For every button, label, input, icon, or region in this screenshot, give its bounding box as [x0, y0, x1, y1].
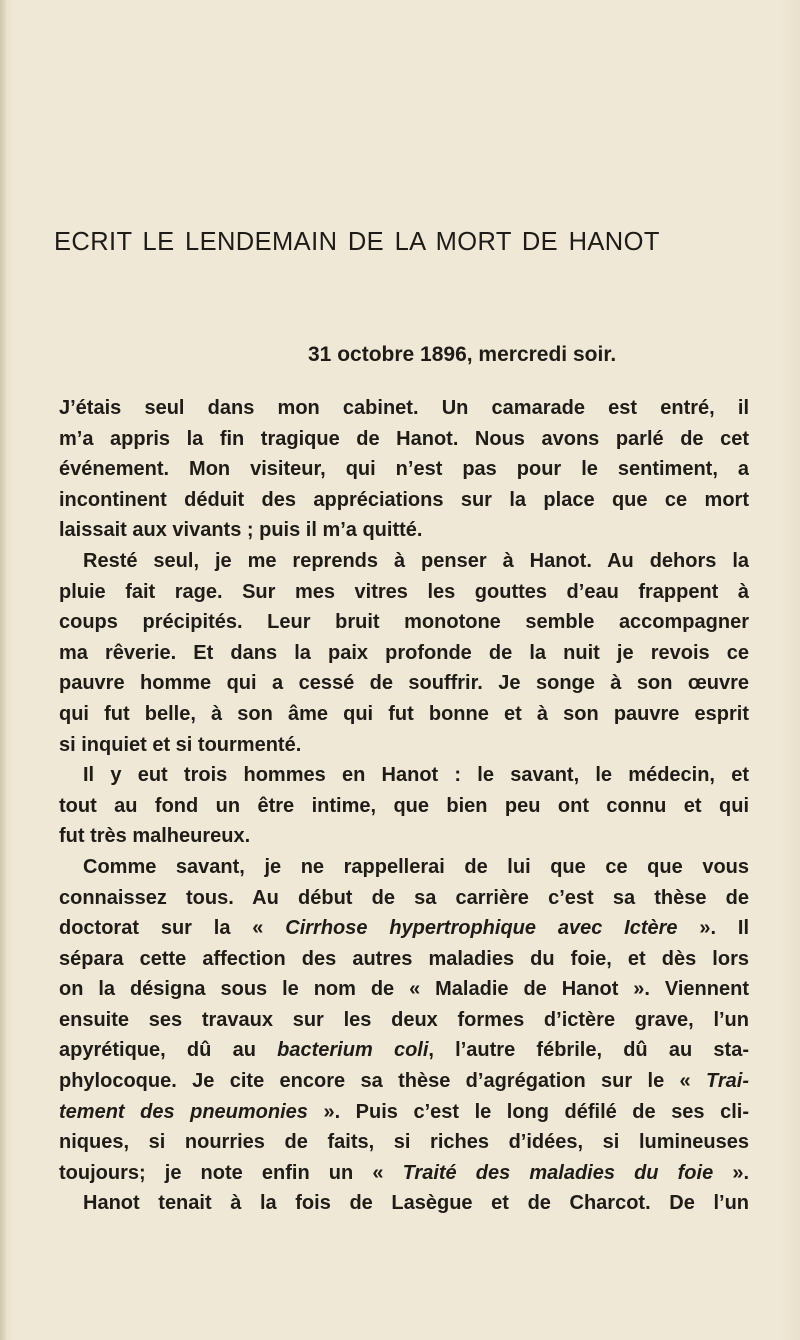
- text-line: [59, 699, 749, 730]
- text-line: [59, 1005, 749, 1036]
- text-segment: incontinent déduit des appréciations sur la place que ce mort: [59, 488, 749, 511]
- body-text: [59, 393, 749, 1219]
- text-line: [59, 1035, 749, 1066]
- text-segment: ». Puis c’est le long défilé de ses cli-: [307, 1100, 749, 1123]
- italic-title: Cirrhose hypertrophique avec Ictère: [285, 917, 678, 940]
- dateline: 31 octobre 1896, mercredi soir.: [308, 343, 617, 366]
- text-segment: tout au fond un être intime, que bien peu ont connu et qui: [59, 794, 749, 817]
- text-segment: pluie fait rage. Sur mes vitres les gouttes d’eau frappent à: [59, 580, 749, 603]
- text-segment: ma rêverie. Et dans la paix profonde de la nuit je revois ce: [59, 641, 749, 664]
- text-line: [59, 393, 749, 424]
- text-segment: Resté seul, je me reprends à penser à Hanot. Au dehors la: [83, 549, 749, 572]
- text-line: [59, 1188, 749, 1219]
- text-line: [59, 668, 749, 699]
- text-segment: phylocoque. Je cite encore sa thèse d’agrégation sur le «: [59, 1070, 707, 1093]
- text-segment: toujours; je note enfin un «: [59, 1161, 403, 1184]
- text-segment: ensuite ses travaux sur les deux formes d’ictère grave, l’un: [59, 1008, 749, 1031]
- text-segment: coups précipités. Leur bruit monotone semble accompagner: [59, 611, 749, 634]
- text-line: [59, 1066, 749, 1097]
- text-segment: pauvre homme qui a cessé de souffrir. Je songe à son œuvre: [59, 672, 749, 695]
- text-line: [59, 883, 749, 914]
- text-line: [59, 944, 749, 975]
- page-gutter-edge: [0, 0, 6, 1340]
- text-line: [59, 974, 749, 1005]
- text-segment: connaissez tous. Au début de sa carrière c’est sa thèse de: [59, 886, 749, 909]
- text-segment: ».: [713, 1161, 749, 1184]
- text-line: [59, 546, 749, 577]
- text-segment: si inquiet et si tourmenté.: [59, 733, 302, 756]
- text-segment: m’a appris la fin tragique de Hanot. Nous avons parlé de cet: [59, 427, 749, 450]
- text-segment: qui fut belle, à son âme qui fut bonne et à son pauvre esprit: [59, 702, 749, 725]
- text-line: [59, 1097, 749, 1128]
- text-segment: sépara cette affection des autres maladies du foie, et dès lors: [59, 947, 749, 970]
- text-segment: on la désigna sous le nom de « Maladie de Hanot ». Viennent: [59, 978, 749, 1001]
- text-line: [59, 1127, 749, 1158]
- text-line: [59, 760, 749, 791]
- text-segment: Hanot tenait à la fois de Lasègue et de Charcot. De l’un: [83, 1192, 749, 1215]
- text-line: [59, 730, 749, 761]
- chapter-heading: ECRIT LE LENDEMAIN DE LA MORT DE HANOT: [54, 228, 660, 256]
- italic-title: Trai-: [706, 1070, 749, 1093]
- text-line: [59, 821, 749, 852]
- text-line: [59, 515, 749, 546]
- text-line: [59, 577, 749, 608]
- text-segment: Comme savant, je ne rappellerai de lui que ce que vous: [83, 855, 749, 878]
- text-line: [59, 454, 749, 485]
- text-segment: J’étais seul dans mon cabinet. Un camarade est entré, il: [59, 397, 749, 419]
- italic-title: tement des pneumonies: [59, 1100, 308, 1123]
- text-segment: fut très malheureux.: [59, 825, 251, 848]
- text-segment: niques, si nourries de faits, si riches d’idées, si lumineuses: [59, 1131, 749, 1154]
- italic-title: Traité des maladies du foie: [402, 1161, 714, 1184]
- text-line: [59, 485, 749, 516]
- text-segment: laissait aux vivants ; puis il m’a quitté.: [59, 519, 423, 542]
- text-line: [59, 424, 749, 455]
- text-line: [59, 791, 749, 822]
- text-segment: apyrétique, dû au: [59, 1039, 278, 1062]
- text-segment: ». Il: [677, 917, 749, 940]
- text-segment: , l’autre fébrile, dû au sta-: [428, 1039, 749, 1062]
- text-segment: doctorat sur la «: [59, 917, 286, 940]
- text-line: [59, 1158, 749, 1189]
- text-line: [59, 852, 749, 883]
- italic-term: bacterium coli: [277, 1039, 429, 1062]
- text-segment: Il y eut trois hommes en Hanot : le savant, le médecin, et: [83, 764, 749, 787]
- text-line: [59, 607, 749, 638]
- text-line: [59, 638, 749, 669]
- text-segment: événement. Mon visiteur, qui n’est pas pour le sentiment, a: [59, 458, 749, 481]
- text-line: [59, 913, 749, 944]
